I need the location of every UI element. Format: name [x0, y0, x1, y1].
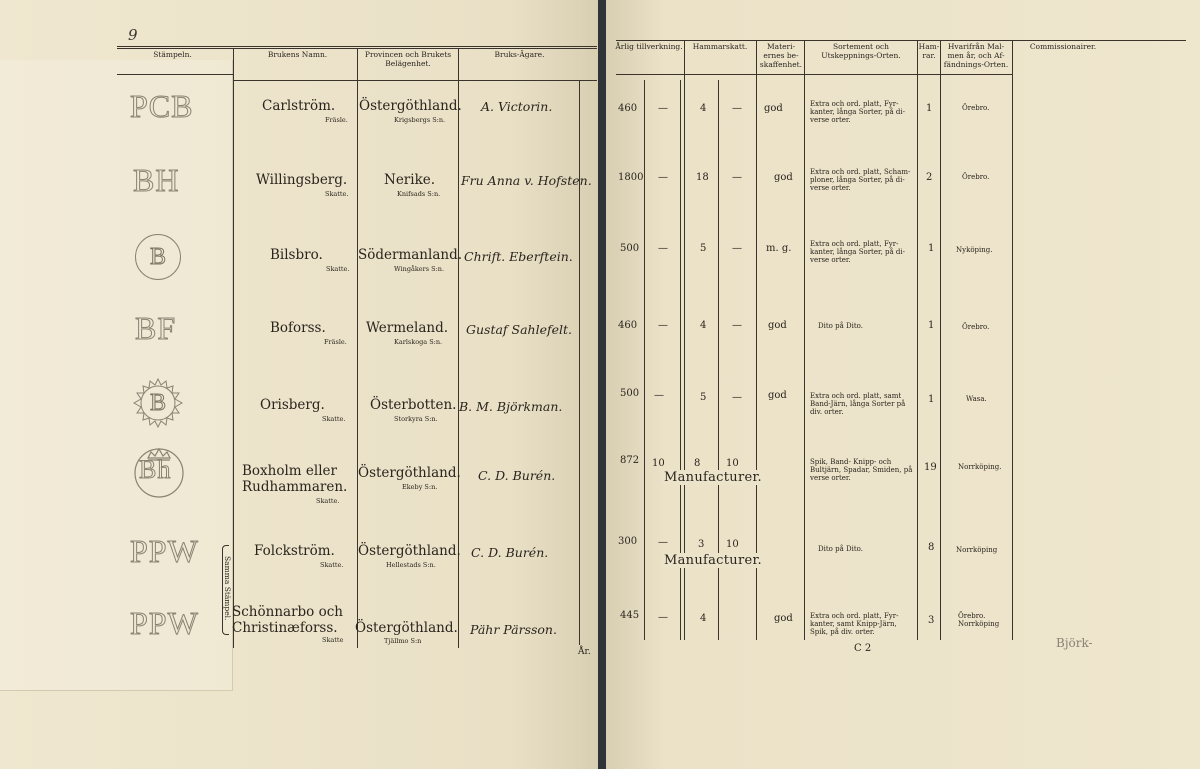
hammers: 1: [928, 394, 935, 405]
header-material: Materi-ernes be-skaffenhet.: [759, 42, 803, 69]
tax-col-1: —: [658, 243, 668, 254]
owner: Chrift. Eberftein.: [464, 249, 573, 264]
owner: Gustaf Sahlefelt.: [466, 322, 573, 337]
hammers: 2: [926, 172, 933, 183]
mill-name: Willingsberg.: [256, 172, 348, 188]
tax-col-1: —: [658, 537, 668, 548]
material: god: [768, 320, 787, 331]
hammers: 1: [928, 320, 935, 331]
mill-name: Schönnarbo och Christinæforss.: [232, 604, 343, 636]
mill-name: Boxholm eller Rudhammaren.: [242, 463, 348, 495]
owner: B. M. Björkman.: [459, 399, 563, 414]
ore-origin: Örebro. Norrköping: [958, 612, 1000, 628]
tax-col-3: —: [732, 103, 742, 114]
tax-col-3: —: [732, 172, 742, 183]
mill-tenure: Skatte.: [320, 561, 344, 569]
tax-col-2: 3: [698, 539, 705, 550]
mill-tenure: Skatte.: [316, 497, 340, 505]
hammers: 8: [928, 542, 935, 553]
parish: Knifsads S:n.: [397, 190, 441, 198]
ore-origin: Örebro.: [962, 173, 990, 181]
right-page: [606, 0, 1200, 769]
page-number: 9: [128, 26, 138, 44]
col-line-4: [579, 80, 580, 645]
col-line: [940, 40, 941, 640]
stamp-bh: BH: [133, 162, 180, 198]
tax-col-2: 8: [694, 458, 701, 469]
material: god: [774, 172, 793, 183]
tax-col-3: 10: [726, 458, 739, 469]
tax-col-1: —: [658, 103, 668, 114]
material: god: [764, 103, 783, 114]
annual-production: 445: [620, 610, 640, 621]
province: Wermeland.: [366, 320, 449, 336]
header-commissioners: Commissionairer.: [1029, 42, 1097, 51]
sub-col-line: [644, 80, 645, 640]
mill-tenure: Fräsle.: [324, 338, 347, 346]
stamp-sheet: [0, 60, 233, 691]
header-bottom-rule: [616, 74, 1012, 75]
stamp-ppw-2: PPW: [130, 605, 199, 641]
province: Östergöthland.: [359, 98, 462, 114]
tax-col-2: 4: [700, 613, 707, 624]
ore-origin: Örebro.: [962, 323, 990, 331]
owner: Pähr Pärsson.: [470, 622, 557, 637]
province: Östergöthland.: [358, 465, 461, 481]
stamp-bh-crown: Bh: [139, 455, 172, 484]
tax-col-1: —: [658, 612, 668, 623]
header-ore-origin: Hvarifrån Mal-men år, och Af-fändnings-Orten.: [943, 42, 1009, 69]
mill-tenure: Skatte.: [326, 265, 350, 273]
header-stampeln: Stämpeln.: [153, 50, 192, 59]
header-assortment: Sortement och Utskeppnings-Orten.: [821, 42, 901, 60]
assortment: Extra och ord. platt, Scham-ploner, långa Sorter, på di-verse orter.: [810, 168, 911, 192]
manufacturer-label: Manufacturer.: [664, 553, 762, 568]
catchword: Björk-: [1056, 636, 1093, 650]
mill-name: Bilsbro.: [270, 247, 323, 263]
mill-name: Boforss.: [270, 320, 326, 336]
annual-production: 500: [620, 243, 640, 254]
stamp-bf: BF: [135, 310, 177, 346]
mill-name: Folckström.: [254, 543, 335, 559]
tax-col-1: —: [654, 390, 664, 401]
col-line: [917, 40, 918, 640]
tax-col-1: —: [658, 172, 668, 183]
assortment: Dito på Dito.: [818, 545, 863, 553]
tax-col-2: 5: [700, 243, 707, 254]
assortment: Extra och ord. platt, Fyr-kanter, långa Sorter, på di-verse orter.: [810, 100, 906, 124]
mill-tenure: Skatte: [322, 636, 344, 644]
stamp-b-sun: B: [149, 389, 166, 416]
assortment: Extra och ord. platt, Fyr-kanter, långa Sorter, på di-verse orter.: [810, 240, 906, 264]
stamp-pcb: PCB: [130, 88, 194, 124]
ore-origin: Nyköping.: [956, 246, 993, 254]
parish: Hellestads S:n.: [386, 561, 436, 569]
annual-production: 1800: [618, 172, 644, 183]
province: Östergöthland.: [358, 543, 461, 559]
annual-production: 460: [618, 320, 638, 331]
mill-tenure: Skatte.: [322, 415, 346, 423]
tax-col-2: 5: [700, 392, 707, 403]
col-line-1: [233, 48, 234, 648]
annual-production: 872: [620, 455, 640, 466]
footer-ar: År.: [578, 647, 591, 657]
parish: Tjällmo S:n: [384, 637, 422, 645]
mill-name: Orisberg.: [260, 397, 325, 413]
col-line: [756, 40, 757, 640]
signature-mark: C 2: [854, 643, 872, 654]
header-top-rule: [616, 40, 1186, 41]
annual-production: 460: [618, 103, 638, 114]
assortment: Dito på Dito.: [818, 322, 863, 330]
col-line: [1012, 40, 1013, 640]
parish: Karlskoga S:n.: [394, 338, 443, 346]
header-top-rule: [117, 46, 597, 47]
header-bottom-rule-2: [233, 80, 597, 81]
stamp-ppw-1: PPW: [130, 533, 199, 569]
material: god: [768, 390, 787, 401]
header-hammer-tax: Hammarskatt.: [692, 42, 748, 51]
hammers: 3: [928, 615, 935, 626]
assortment: Extra och ord. platt, Fyr-kanter, samt Knipp-Järn, Spik, på div. orter.: [810, 612, 899, 636]
stamp-b-circle: B: [135, 234, 181, 280]
hammers: 19: [924, 462, 937, 473]
header-annual-production: Årlig tillverkning.: [615, 42, 683, 51]
assortment: Spik, Band- Knipp- och Bultjärn, Spadar, Smiden, på verse orter.: [810, 458, 913, 482]
tax-col-2: 4: [700, 103, 707, 114]
hammers: 1: [928, 243, 935, 254]
tax-col-3: —: [732, 243, 742, 254]
tax-col-2: 4: [700, 320, 707, 331]
parish: Krigsbergs S:n.: [394, 116, 446, 124]
same-stamp-text: Samma Stämpel.: [223, 556, 232, 621]
hammers: 1: [926, 103, 933, 114]
ore-origin: Norrköping: [956, 546, 998, 554]
manufacturer-label: Manufacturer.: [664, 470, 762, 485]
parish: Storkyra S:n.: [394, 415, 438, 423]
col-line: [684, 40, 685, 640]
owner: A. Victorin.: [481, 99, 553, 114]
province: Österbotten.: [370, 397, 457, 413]
tax-col-1: —: [658, 320, 668, 331]
mill-tenure: Fräsle.: [325, 116, 348, 124]
ore-origin: Wasa.: [966, 395, 987, 403]
col-line: [804, 40, 805, 640]
owner: C. D. Burén.: [471, 545, 549, 560]
header-bruks-agare: Bruks-Ägare.: [494, 50, 545, 59]
owner: C. D. Burén.: [478, 468, 556, 483]
tax-col-3: —: [732, 392, 742, 403]
annual-production: 300: [618, 536, 638, 547]
tax-col-3: 10: [726, 539, 739, 550]
header-hammers: Ham-rar.: [918, 42, 940, 60]
province: Östergöthland.: [355, 620, 458, 636]
material: god: [774, 613, 793, 624]
tax-col-1: 10: [652, 458, 665, 469]
header-provincen: Provincen och Brukets Belägenhet.: [364, 50, 452, 68]
province: Södermanland.: [358, 247, 462, 263]
mill-tenure: Skatte.: [325, 190, 349, 198]
province: Nerike.: [384, 172, 436, 188]
owner: Fru Anna v. Hofsten.: [461, 173, 592, 188]
tax-col-2: 18: [696, 172, 709, 183]
ore-origin: Norrköping.: [958, 463, 1002, 471]
tax-col-3: —: [732, 320, 742, 331]
parish: Ekeby S:n.: [402, 483, 438, 491]
annual-production: 500: [620, 388, 640, 399]
header-bottom-rule-1: [117, 74, 233, 75]
material: m. g.: [766, 243, 792, 254]
header-brukens-namn: Brukens Namn.: [267, 50, 328, 59]
mill-name: Carlström.: [262, 98, 336, 114]
parish: Wingåkers S:n.: [394, 265, 445, 273]
assortment: Extra och ord. platt, samt Band-Järn, långa Sorter på div. orter.: [810, 392, 906, 416]
ore-origin: Örebro.: [962, 104, 990, 112]
